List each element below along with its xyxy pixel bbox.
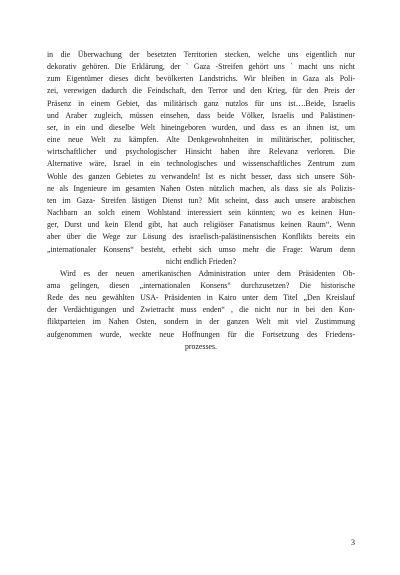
text-line: Wird es der neuen amerikanischen Administration unter dem Präsidenten Ob-	[60, 268, 355, 278]
text-line: Wohle des ganzen Gebietes zu verwandeln! Ist es nicht besser, dass sich unsere Söh-	[47, 171, 355, 181]
text-line: ten im Gaza- Streifen lästigen Dienst tun? Mit scheint, dass auch unsere arabischen	[47, 195, 355, 205]
text-line: der Verdächtigungen und Zwietracht muss enden“ , die nicht nur in bei den Kon-	[47, 305, 355, 315]
text-line: ne als Ingenieure im gesamten Nahen Osten nützlich machen, als dass sie als Polizis-	[47, 183, 355, 193]
text-line: dekorativ gehören. Die Erklärung, der ` Gaza -Streifen gehört uns ` macht uns nicht	[47, 62, 355, 72]
text-line: Alternative wäre, Israel in ein technologisches und wissenschaftliches Zentrum zum	[47, 159, 355, 169]
text-line: Nachbarn an solch einem Wohlstand interessiert sein könnten; wo es keinen Hun-	[47, 208, 355, 218]
text-line: wirtschaftlicher und psychologischer Hinsicht haben ihre Relevanz verloren. Die	[47, 147, 355, 157]
text-line: aber über die Wege zur Lösung des israelisch-palästinensischen Konflikts bereits ein	[47, 232, 355, 242]
text-line: und Araber zugleich, müssen einsehen, dass beide Völker, Israelis und Palästinen-	[47, 110, 355, 120]
paragraph-2	[47, 268, 355, 353]
text-line: eine neue Welt zu kämpfen. Alte Denkgewohnheiten in militärischer, politischer,	[47, 135, 355, 145]
text-line: „internationaler Konsens“ besteht, erhebt sich umso mehr die Frage: Warum denn	[47, 244, 355, 254]
text-line: Präsenz in einem Gebiet, das militärisch ganz nutzlos für uns ist….Beide, Israelis	[47, 98, 355, 108]
text-line: ger, Durst und kein Elend gibt, hat auch religiöser Fanatismus keinen Raum“. Wenn	[47, 220, 355, 230]
text-line: in die Überwachung der besetzten Territorien stecken, welche uns eigentlich nur	[47, 50, 355, 59]
page-body	[47, 49, 355, 353]
text-line: ama gelingen, diesen „internationalen Konsens“ durchzusetzen? Die historische	[47, 280, 355, 290]
paragraph-1	[47, 49, 355, 268]
text-line: ser, in ein und dieselbe Welt hineingeboren wurden, und dass es an ihnen ist, um	[47, 122, 355, 132]
text-line: nicht endlich Frieden?	[165, 256, 237, 266]
text-line: prozesses.	[184, 341, 218, 351]
text-line: Rede des neu gewählten USA- Präsidenten in Kairo unter dem Titel „Den Kreislauf	[47, 293, 355, 303]
text-line: fliktparteien im Nahen Osten, sondern in der ganzen Welt mit viel Zustimmung	[47, 317, 355, 327]
text-line: zum Eigentümer dieses dicht bevölkerten Landstrichs. Wir bleiben in Gaza als Poli-	[47, 74, 355, 84]
text-line: aufgenommen wurde, weckte neue Hoffnungen für die Fortsetzung des Friedens-	[47, 329, 355, 339]
text-line: zei, verewigen dadurch die Feindschaft, den Terror und den Krieg, für den Preis der	[47, 86, 355, 96]
page-number: 3	[351, 538, 355, 547]
